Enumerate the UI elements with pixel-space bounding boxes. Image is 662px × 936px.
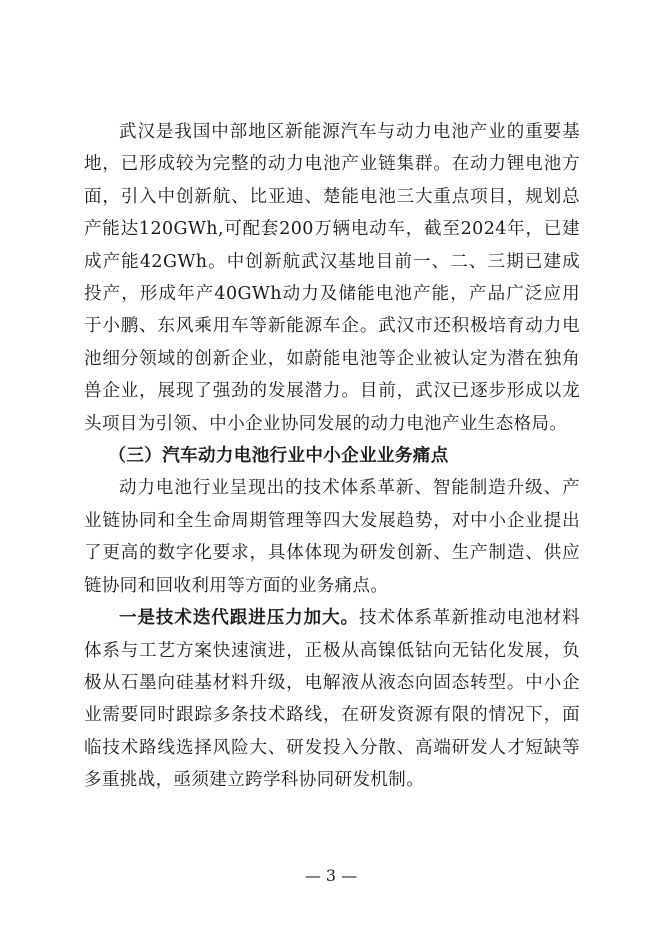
- paragraph-tech-iteration: [84, 602, 580, 796]
- section-heading: （三）汽车动力电池行业中小企业业务痛点: [108, 446, 449, 467]
- paragraph-body: 技术体系革新推动电池材料体系与工艺方案快速演进，正极从高镍低钴向无钴化发展，负极从石墨向硅基材料升级，电解液从液态向固态转型。中小企业需要同时跟踪多条技术路线，在研发资源有限的情况下，面临技术路线选择风险大、研发投入分散、高端研发人才短缺等多重挑战，亟须建立跨学科协同研发机制。: [84, 608, 580, 791]
- paragraph-lead-bold: 一是技术迭代跟进压力加大。: [119, 608, 360, 629]
- document-body: [84, 116, 580, 797]
- paragraph-wuhan-battery-base: 武汉是我国中部地区新能源汽车与动力电池产业的重要基地，已形成较为完整的动力电池产业链集群。在动力锂电池方面，引入中创新航、比亚迪、楚能电池三大重点项目，规划总产能达120GWh,可配套200万辆电动车，截至2024年，已建成产能42GWh。中创新航武汉基地目前一、二、三期已建成投产，形成年产40GWh动力及储能电池产能，产品广泛应用于小鹏、东风乘用车等新能源车企。武汉市还积极培育动力电池细分领域的创新企业，如蔚能电池等企业被认定为潜在独角兽企业，展现了强劲的发展潜力。目前，武汉已逐步形成以龙头项目为引领、中小企业协同发展的动力电池产业生态格局。: [84, 122, 580, 434]
- page-number: — 3 —: [304, 866, 358, 885]
- paragraph-industry-trends: 动力电池行业呈现出的技术体系革新、智能制造升级、产业链协同和全生命周期管理等四大发展趋势，对中小企业提出了更高的数字化要求，具体体现为研发创新、生产制造、供应链协同和回收利用等方面的业务痛点。: [84, 478, 580, 596]
